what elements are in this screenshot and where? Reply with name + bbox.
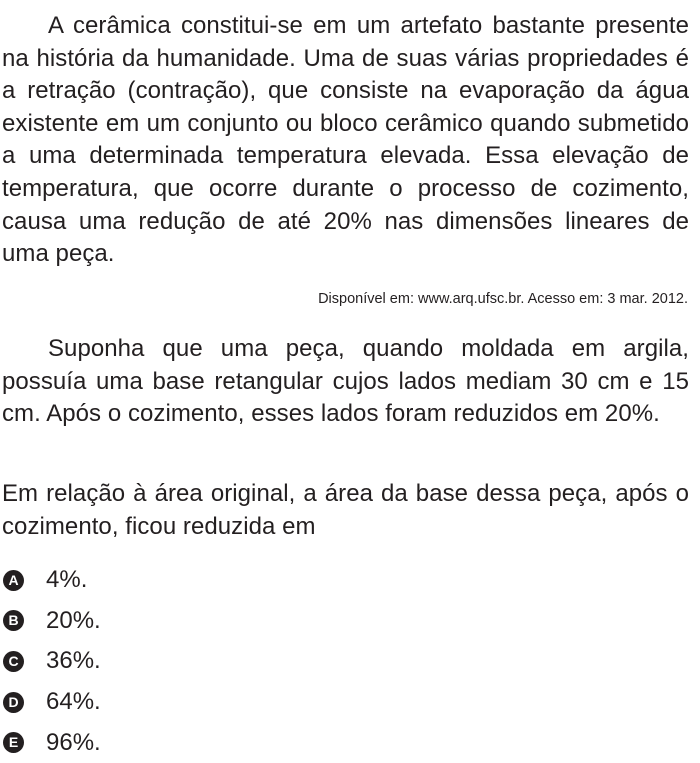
option-a-letter: A [3,570,24,591]
option-c-letter: C [3,651,24,672]
option-b-text: 20%. [46,606,101,634]
option-d-letter: D [3,692,24,713]
question-stem: Em relação à área original, a área da base dessa peça, após o cozimento, ficou reduzida em [2,480,689,540]
option-c[interactable] [3,641,101,682]
option-e[interactable] [3,722,101,763]
option-e-letter: E [3,732,24,753]
answer-options [3,560,101,763]
option-b[interactable] [3,601,101,642]
context-paragraph: A cerâmica constitui-se em um artefato bastante presente na história da humanidade. Uma de suas várias propriedades é a retração (contração), que consiste na evaporação da água existente em um conjunto ou bloco cerâmico quando submetido a uma determinada temperatura elevada. Essa elevação de temperatura, que ocorre durante o processo de cozimento, causa uma redução de até 20% nas dimensões lineares de uma peça. [2,12,689,268]
source-citation: Disponível em: www.arq.ufsc.br. Acesso em: 3 mar. 2012. [318,291,688,307]
option-b-letter: B [3,610,24,631]
option-a-text: 4%. [46,566,88,594]
option-e-text: 96%. [46,728,101,756]
option-d-text: 64%. [46,688,101,716]
problem-paragraph: Suponha que uma peça, quando moldada em argila, possuía uma base retangular cujos lados mediam 30 cm e 15 cm. Após o cozimento, esses lados foram reduzidos em 20%. [2,335,689,428]
option-c-text: 36%. [46,647,101,675]
option-d[interactable] [3,682,101,723]
option-a[interactable] [3,560,101,601]
